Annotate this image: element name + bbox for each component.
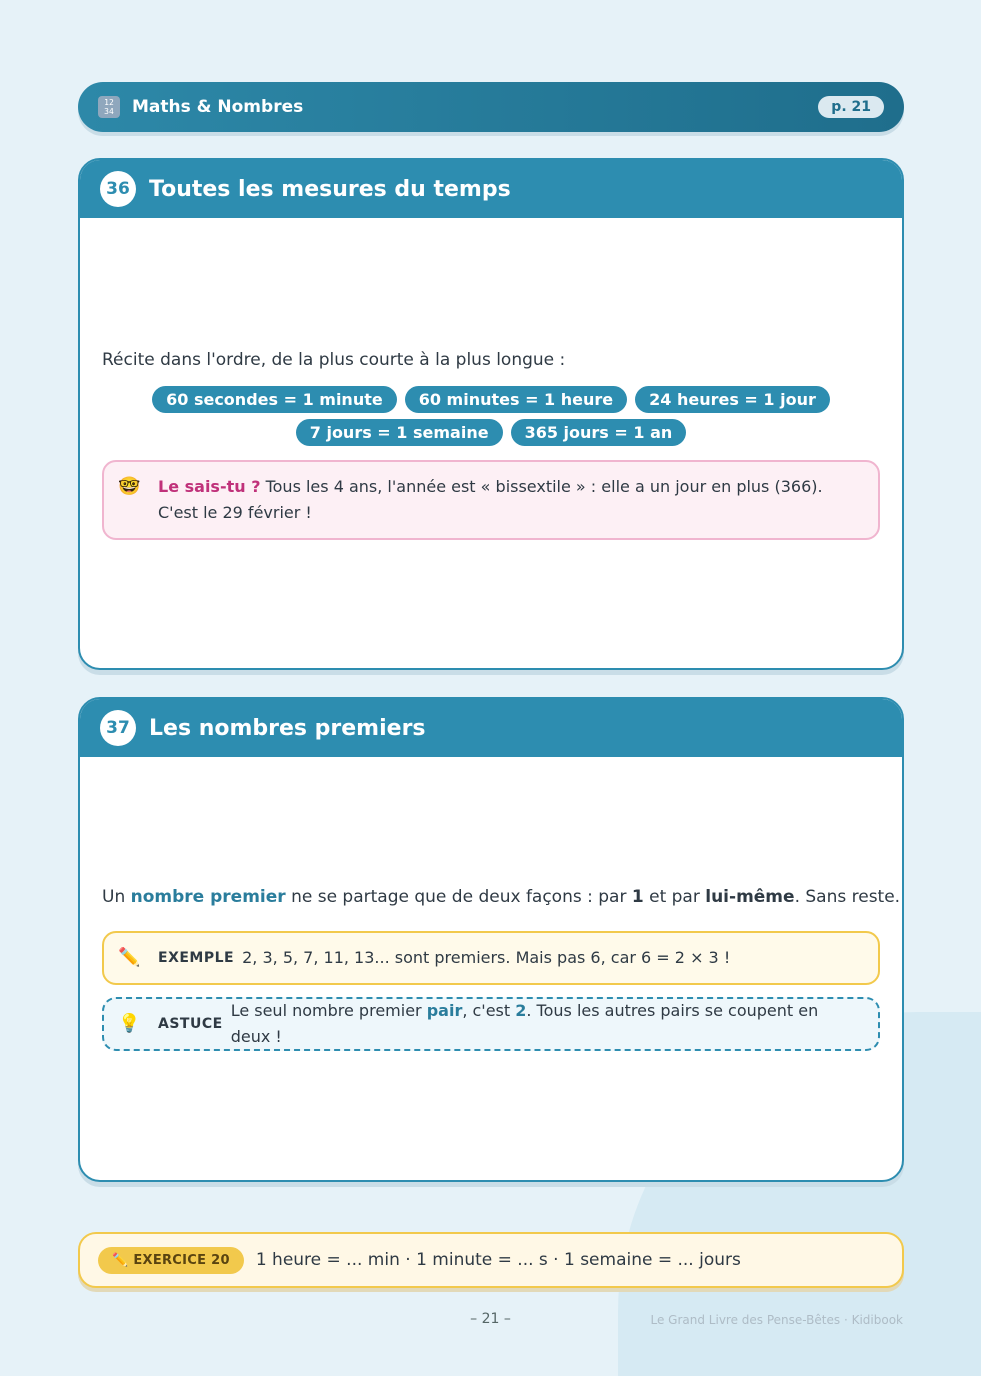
exercise-box bbox=[78, 1232, 904, 1288]
time-pill: 60 secondes = 1 minute bbox=[152, 386, 397, 413]
time-pill: 365 jours = 1 an bbox=[511, 419, 687, 446]
page-header bbox=[78, 82, 904, 132]
section-number: 36 bbox=[100, 171, 136, 207]
exercise-badge: ✏️ EXERCICE 20 bbox=[98, 1247, 244, 1274]
page-header-title: Maths & Nombres bbox=[132, 97, 304, 117]
did-you-know-text: Le sais-tu ? Tous les 4 ans, l'année est « bissextile » : elle a un jour en plus (366). C'est le 29 février ! bbox=[158, 477, 823, 522]
tip-label: ASTUCE bbox=[158, 1016, 223, 1032]
section-intro: Récite dans l'ordre, de la plus courte à la plus longue : bbox=[102, 350, 566, 370]
section-title: Toutes les mesures du temps bbox=[149, 176, 511, 202]
section-card-37 bbox=[78, 697, 904, 1182]
time-pill: 24 heures = 1 jour bbox=[635, 386, 830, 413]
example-text: 2, 3, 5, 7, 11, 13... sont premiers. Mais pas 6, car 6 = 2 × 3 ! bbox=[242, 948, 731, 967]
pill-row-2 bbox=[80, 419, 902, 446]
numbers-icon: 12 34 bbox=[98, 96, 120, 118]
exercise-text: 1 heure = ... min · 1 minute = ... s · 1 semaine = ... jours bbox=[255, 1250, 741, 1270]
section-card-36 bbox=[78, 158, 904, 670]
pencil-icon: ✏️ bbox=[112, 1252, 134, 1268]
did-you-know-box bbox=[102, 460, 880, 540]
example-box bbox=[102, 931, 880, 985]
example-label: EXEMPLE bbox=[158, 950, 235, 966]
section-title: Les nombres premiers bbox=[149, 715, 426, 741]
section-intro: Un nombre premier ne se partage que de deux façons : par 1 et par lui-même. Sans reste. bbox=[102, 887, 901, 907]
tip-text: Le seul nombre premier pair, c'est 2. Tous les autres pairs se coupent en deux ! bbox=[230, 1001, 819, 1046]
time-pill: 60 minutes = 1 heure bbox=[405, 386, 627, 413]
lightbulb-icon: 💡 bbox=[118, 1013, 141, 1034]
pill-row-1 bbox=[80, 386, 902, 413]
nerd-face-icon: 🤓 bbox=[118, 476, 141, 497]
section-header bbox=[80, 699, 902, 757]
footer-page-number: – 21 – bbox=[470, 1311, 511, 1327]
page-number-badge: p. 21 bbox=[818, 96, 884, 118]
section-header bbox=[80, 160, 902, 218]
footer-brand: Le Grand Livre des Pense-Bêtes · Kidibook bbox=[650, 1313, 903, 1327]
tip-box bbox=[102, 997, 880, 1051]
section-number: 37 bbox=[100, 710, 136, 746]
time-pill: 7 jours = 1 semaine bbox=[296, 419, 503, 446]
pencil-icon: ✏️ bbox=[118, 947, 141, 968]
time-units-list bbox=[80, 386, 902, 452]
